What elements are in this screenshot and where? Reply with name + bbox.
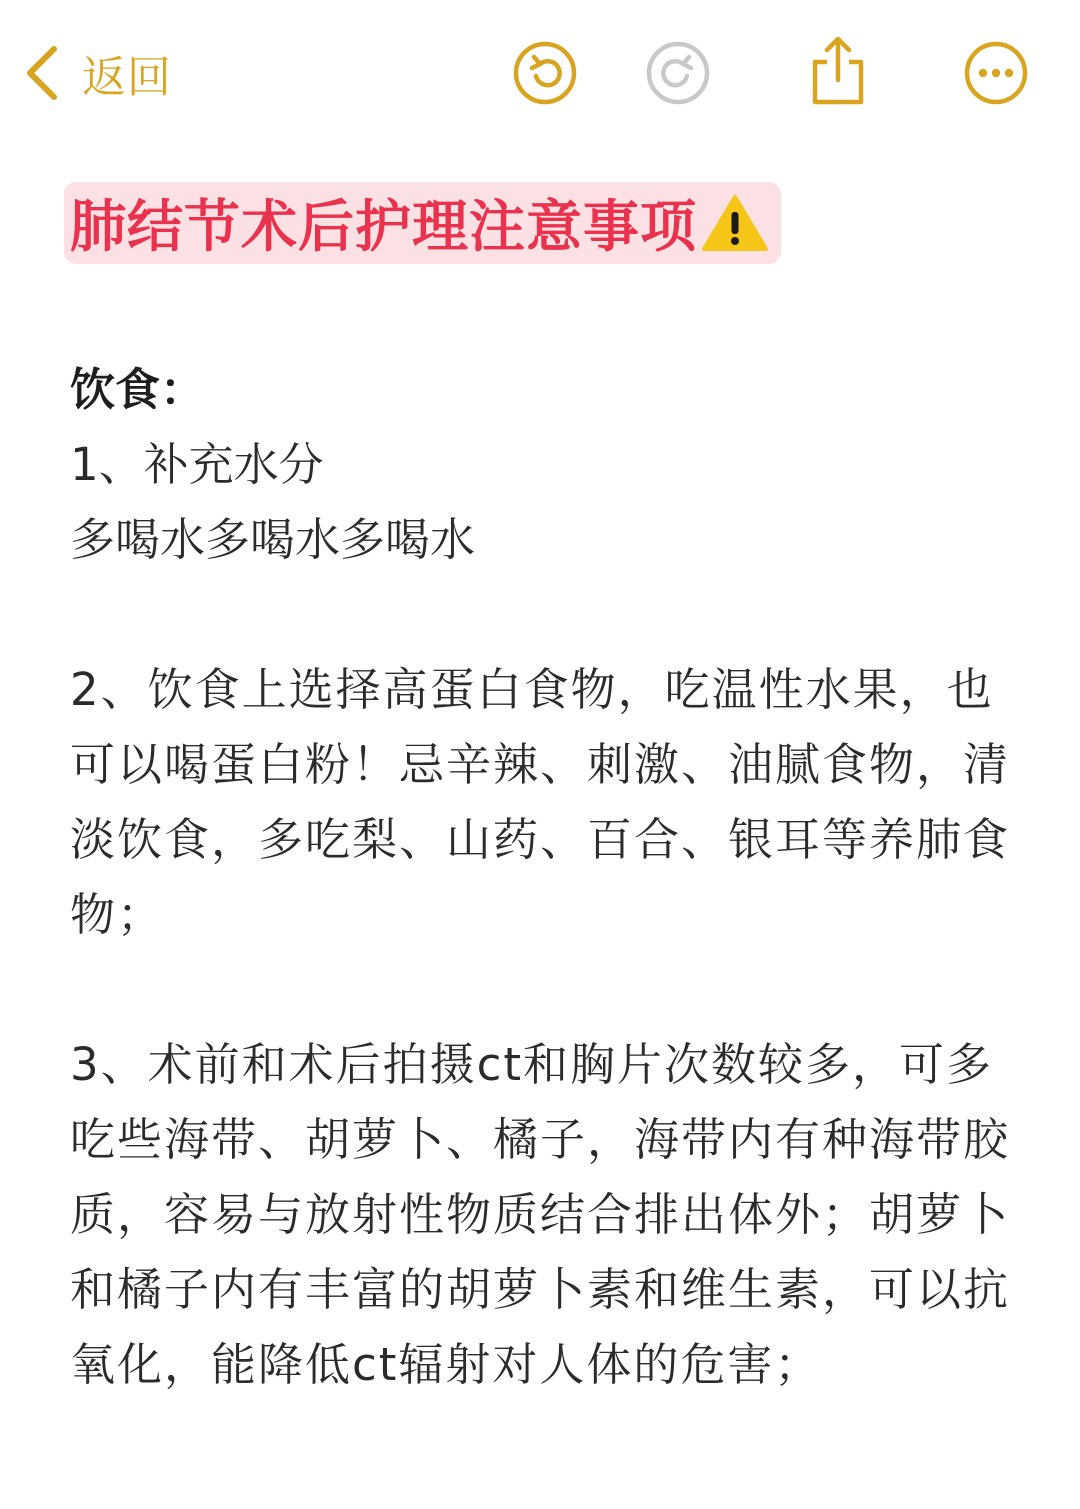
- item-2: 2、饮食上选择高蛋白食物，吃温性水果，也可以喝蛋白粉！忌辛辣、刺激、油腻食物，清淡饮食，多吃梨、山药、百合、银耳等养肺食物；: [70, 663, 1011, 941]
- section-heading: 饮食：: [70, 363, 206, 416]
- item-1-title: 1、补充水分: [70, 438, 324, 491]
- undo-button[interactable]: [512, 40, 578, 106]
- note-title: [64, 182, 781, 264]
- warning-icon: [701, 193, 769, 253]
- item-3: 3、术前和术后拍摄ct和胸片次数较多，可多吃些海带、胡萝卜、橘子，海带内有种海带胶质，容易与放射性物质结合排出体外；胡萝卜和橘子内有丰富的胡萝卜素和维生素，可以抗氧化，能降低ct辐射对人体的危害；: [70, 1038, 1011, 1391]
- back-label: 返回: [82, 52, 172, 103]
- spacer: [70, 577, 1010, 652]
- share-button[interactable]: [805, 34, 871, 108]
- more-button[interactable]: [963, 40, 1029, 106]
- spacer: [70, 952, 1010, 1027]
- note-body: [70, 352, 1010, 1402]
- chevron-left-icon: [22, 43, 62, 103]
- item-1-body: 多喝水多喝水多喝水: [70, 513, 476, 566]
- back-button[interactable]: [22, 38, 172, 108]
- share-icon: [805, 34, 871, 108]
- note-title-text: 肺结节术后护理注意事项: [70, 195, 697, 260]
- note-toolbar: [0, 0, 1080, 140]
- redo-icon: [645, 40, 711, 106]
- more-icon: [963, 40, 1029, 106]
- undo-icon: [512, 40, 578, 106]
- redo-button[interactable]: [645, 40, 711, 106]
